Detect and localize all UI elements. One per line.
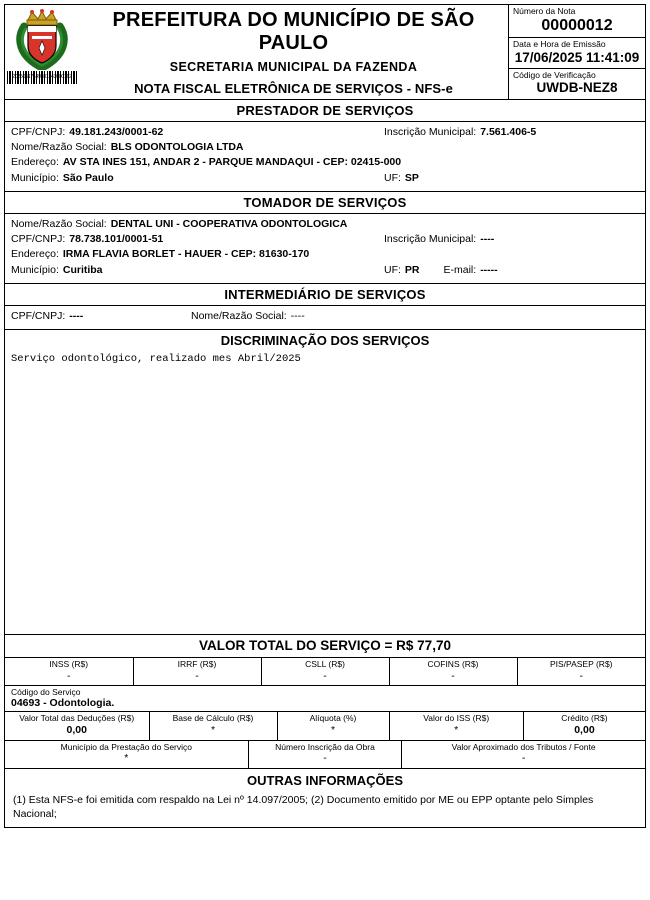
codigo-servico-label: Código do Serviço xyxy=(11,687,81,698)
intermediario-cnpj xyxy=(11,309,191,324)
barcode-number: 20250617149181243000162 xyxy=(12,74,72,80)
tomador-uf-value: PR xyxy=(404,263,420,276)
cofins-label: COFINS (R$) xyxy=(427,658,479,669)
valor-total-servico: VALOR TOTAL DO SERVIÇO = R$ 77,70 xyxy=(5,634,645,658)
tomador-cnpj xyxy=(11,232,384,247)
prestador-row-cnpj xyxy=(11,125,639,140)
numero-obra-value: - xyxy=(323,752,327,765)
prestador-nome-label: Nome/Razão Social: xyxy=(11,141,107,154)
title-prefeitura: PREFEITURA DO MUNICÍPIO DE SÃO PAULO xyxy=(112,9,475,54)
prestador-row-nome xyxy=(11,140,639,155)
tomador-endereco-value: IRMA FLAVIA BORLET - HAUER - CEP: 81630-170 xyxy=(62,248,310,261)
prestador-cnpj-label: CPF/CNPJ: xyxy=(11,126,66,138)
cofins-value: - xyxy=(451,669,455,682)
numero-nota-label: Número da Nota xyxy=(513,6,576,16)
prestador-nome-value: BLS ODONTOLOGIA LTDA xyxy=(110,141,244,154)
tomador-uf-email xyxy=(384,263,639,278)
tomador-inscricao-label: Inscrição Municipal: xyxy=(384,233,477,246)
tomador-row-municipio xyxy=(11,263,639,278)
numero-nota-value: 00000012 xyxy=(541,17,613,35)
outras-informacoes-text: (1) Esta NFS-e foi emitida com respaldo na Lei nº 14.097/2005; (2) Documento emitido por ME ou EPP optante pelo Simples Nacional; xyxy=(13,793,594,820)
tomador-municipio-value: Curitiba xyxy=(62,263,103,276)
valores-cell-deducoes xyxy=(5,712,149,740)
municipio-prestacao-cell xyxy=(5,741,248,769)
intermediario-section-title: INTERMEDIÁRIO DE SERVIÇOS xyxy=(5,284,645,306)
aliquota-label: Alíquota (%) xyxy=(309,713,357,724)
prestador-row-municipio xyxy=(11,171,639,186)
tomador-row-nome xyxy=(11,217,639,232)
valores-table xyxy=(5,712,645,740)
prestador-cnpj-value: 49.181.243/0001-62 xyxy=(69,126,164,138)
tomador-inscricao-value: ---- xyxy=(480,233,495,246)
tomador-row-cnpj xyxy=(11,232,639,247)
prestador-uf xyxy=(384,171,639,186)
coat-of-arms-cell xyxy=(5,5,79,99)
discriminacao-text: Serviço odontológico, realizado mes Abril/2025 xyxy=(11,352,301,365)
tributos-cell-irrf xyxy=(133,658,261,686)
outras-informacoes-title: OUTRAS INFORMAÇÕES xyxy=(247,772,403,788)
intermediario-cnpj-label: CPF/CNPJ: xyxy=(11,309,66,322)
prestador-uf-label: UF: xyxy=(384,171,401,184)
aliquota-value: * xyxy=(330,723,336,736)
irrf-value: - xyxy=(195,669,199,682)
prestador-uf-value: SP xyxy=(404,171,419,184)
prestador-endereco-label: Endereço: xyxy=(11,156,59,169)
tributos-cell-inss xyxy=(5,658,133,686)
prestador-endereco-value: AV STA INES 151, ANDAR 2 - PARQUE MANDAQUI - CEP: 02415-000 xyxy=(62,156,402,169)
valores-row xyxy=(5,712,645,740)
prestador-inscricao-value: 7.561.406-5 xyxy=(480,126,537,138)
tomador-section-title: TOMADOR DE SERVIÇOS xyxy=(5,192,645,214)
deducoes-label: Valor Total das Deduções (R$) xyxy=(19,713,135,724)
tomador-nome-value: DENTAL UNI - COOPERATIVA ODONTOLOGICA xyxy=(110,217,348,230)
verificacao-box xyxy=(509,69,645,98)
nota-info-cell xyxy=(508,5,645,99)
tomador-nome-label: Nome/Razão Social: xyxy=(11,217,107,230)
credito-label: Crédito (R$) xyxy=(561,713,608,724)
numero-nota-box xyxy=(509,5,645,38)
intermediario-nome-value: ---- xyxy=(290,309,305,322)
emissao-label: Data e Hora de Emissão xyxy=(513,39,606,50)
verificacao-value: UWDB-NEZ8 xyxy=(536,79,618,95)
credito-value: 0,00 xyxy=(574,723,595,736)
intermediario-nome xyxy=(191,309,305,324)
tomador-cnpj-label: CPF/CNPJ: xyxy=(11,233,66,246)
base-calculo-value: * xyxy=(210,723,216,736)
prestador-inscricao-label: Inscrição Municipal: xyxy=(384,126,477,138)
tomador-email-label: E-mail: xyxy=(443,263,477,276)
pis-label: PIS/PASEP (R$) xyxy=(549,658,613,669)
emissao-value: 17/06/2025 11:41:09 xyxy=(514,49,640,65)
inss-label: INSS (R$) xyxy=(49,658,89,669)
valor-iss-value: * xyxy=(454,723,459,736)
municipio-prestacao-value: * xyxy=(124,752,129,765)
prestador-municipio xyxy=(11,171,384,186)
prestador-municipio-label: Município: xyxy=(11,171,59,184)
valores-cell-aliquota xyxy=(277,712,389,740)
inss-value: - xyxy=(67,669,71,682)
tributos-federais-header-row xyxy=(5,658,645,686)
tomador-email-value: ----- xyxy=(480,263,498,276)
numero-obra-cell xyxy=(248,741,402,769)
prestador-row-endereco xyxy=(11,155,639,170)
tributos-fonte-cell xyxy=(402,741,645,769)
valores-cell-iss xyxy=(389,712,523,740)
tributos-cell-csll xyxy=(261,658,389,686)
deducoes-value: 0,00 xyxy=(66,723,87,736)
tomador-municipio xyxy=(11,263,384,278)
numero-obra-label: Número Inscrição da Obra xyxy=(275,741,375,752)
valores-cell-credito xyxy=(523,712,645,740)
tributos-cell-pis xyxy=(517,658,645,686)
tomador-cnpj-value: 78.738.101/0001-51 xyxy=(69,233,164,246)
irrf-label: IRRF (R$) xyxy=(177,658,217,669)
municipio-prestacao-label: Município da Prestação do Serviço xyxy=(60,741,193,752)
prestador-municipio-value: São Paulo xyxy=(62,171,114,184)
barcode xyxy=(7,71,77,84)
intermediario-block xyxy=(5,306,645,330)
title-nfse: NOTA FISCAL ELETRÔNICA DE SERVIÇOS - NFS-e xyxy=(134,81,453,96)
base-calculo-label: Base de Cálculo (R$) xyxy=(172,713,254,724)
tomador-endereco-label: Endereço: xyxy=(11,248,59,261)
codigo-servico-value: 04693 - Odontologia. xyxy=(11,697,115,710)
csll-label: CSLL (R$) xyxy=(305,658,345,669)
valores-cell-base xyxy=(149,712,277,740)
municipio-obra-table xyxy=(5,741,645,769)
discriminacao-section-title: DISCRIMINAÇÃO DOS SERVIÇOS xyxy=(220,332,430,348)
prestador-block xyxy=(5,122,645,192)
document-header xyxy=(5,5,645,100)
intermediario-nome-label: Nome/Razão Social: xyxy=(191,309,287,322)
tomador-municipio-label: Município: xyxy=(11,263,59,276)
emissao-box xyxy=(509,38,645,68)
codigo-servico-block xyxy=(5,686,645,712)
tomador-uf-label: UF: xyxy=(384,263,401,276)
pis-value: - xyxy=(579,669,583,682)
prestador-section-title: PRESTADOR DE SERVIÇOS xyxy=(5,100,645,122)
tomador-block xyxy=(5,214,645,284)
prestador-cnpj xyxy=(11,125,384,140)
intermediario-cnpj-value: ---- xyxy=(69,309,84,322)
tomador-row-endereco xyxy=(11,247,639,262)
tomador-inscricao xyxy=(384,232,639,247)
coat-of-arms-icon xyxy=(14,8,70,70)
intermediario-row xyxy=(11,309,639,324)
verificacao-label: Código de Verificação xyxy=(513,69,596,80)
municipio-obra-row xyxy=(5,741,645,769)
tributos-fonte-value: - xyxy=(521,752,526,765)
prestador-inscricao xyxy=(384,125,639,140)
valor-iss-label: Valor do ISS (R$) xyxy=(423,713,490,724)
title-secretaria: SECRETARIA MUNICIPAL DA FAZENDA xyxy=(169,60,418,74)
tributos-federais-table xyxy=(5,658,645,686)
csll-value: - xyxy=(323,669,327,682)
nfse-document xyxy=(4,4,646,828)
tributos-fonte-label: Valor Aproximado dos Tributos / Fonte xyxy=(451,741,596,752)
tributos-cell-cofins xyxy=(389,658,517,686)
document-title-block xyxy=(79,5,508,99)
